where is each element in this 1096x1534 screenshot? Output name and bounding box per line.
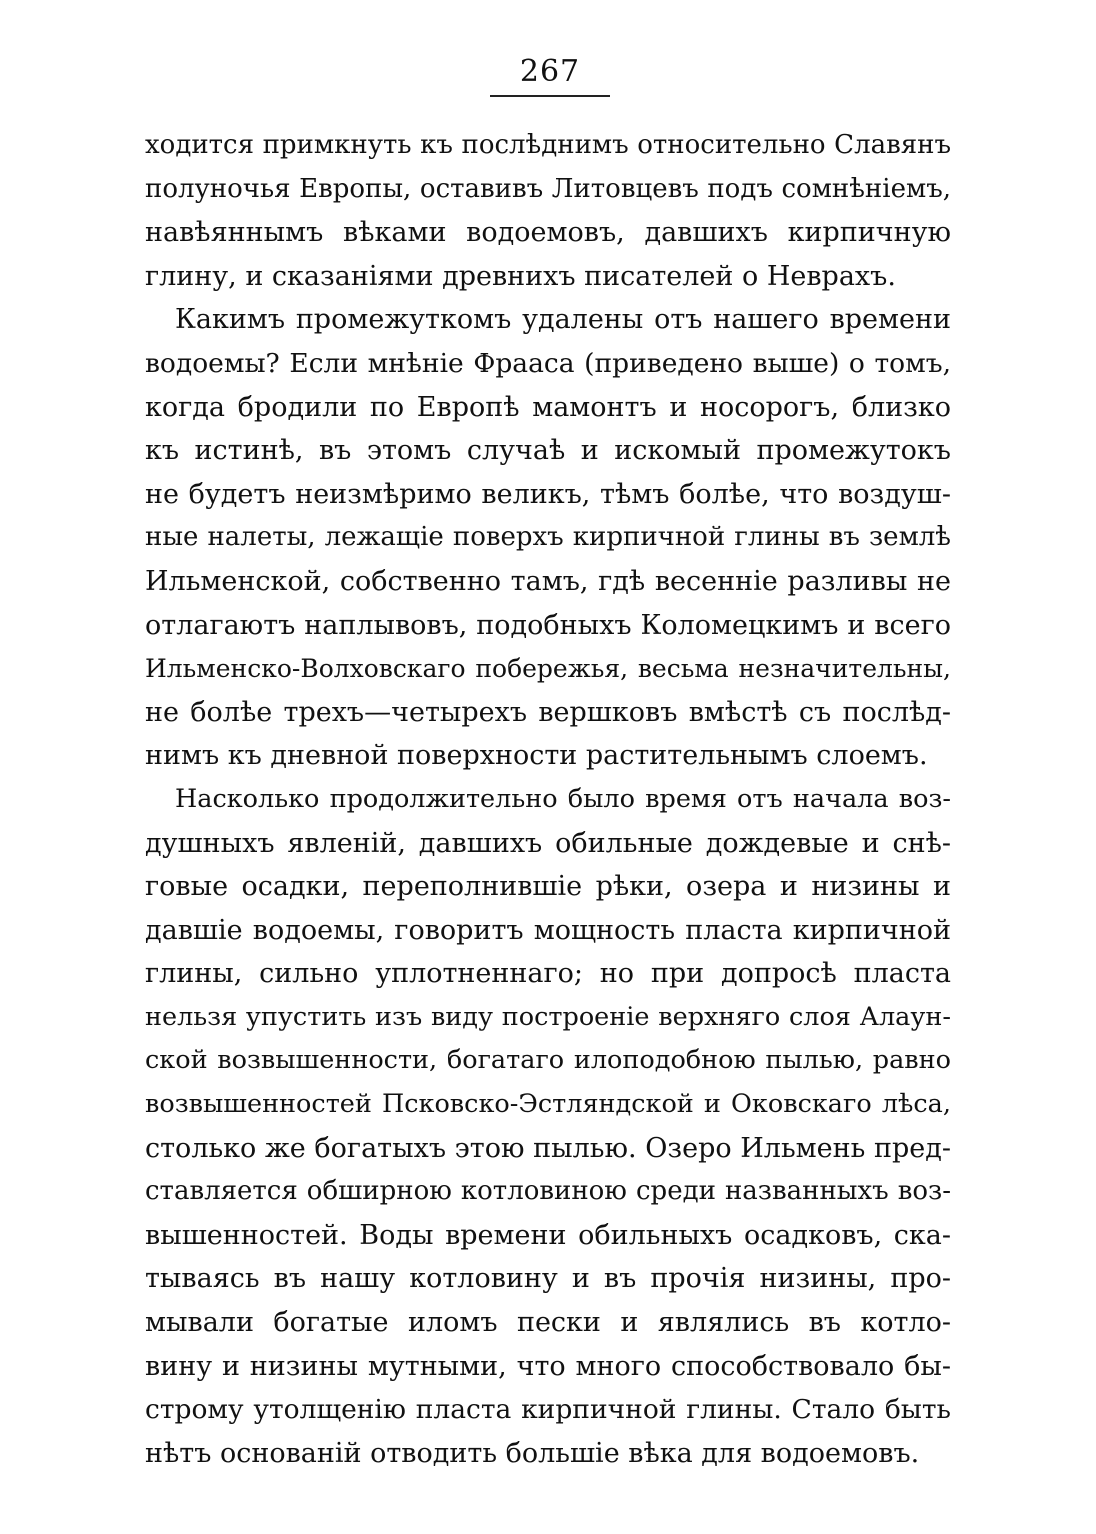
- text-line: ставляется обширною котловиною среди названныхъ воз-: [145, 1176, 951, 1207]
- text-line: говые осадки, переполнившіе рѣки, озера и низины и: [145, 871, 951, 903]
- text-line: ходится примкнуть къ послѣднимъ относительно Славянъ: [145, 130, 951, 160]
- text-line: глины, сильно уплотненнаго; но при допросѣ пласта: [145, 958, 951, 990]
- text-line: Насколько продолжительно было время отъ начала воз-: [175, 783, 951, 814]
- text-line: ской возвышенности, богатаго илоподобною пылью, равно: [145, 1045, 951, 1076]
- text-line: нимъ къ дневной поверхности растительнымъ слоемъ.: [145, 740, 928, 772]
- text-line: душныхъ явленій, давшихъ обильные дождевые и снѣ-: [145, 827, 951, 859]
- text-line: возвышенностей Псковско-Эстляндской и Оковскаго лѣса,: [145, 1089, 951, 1120]
- text-line: вышенностей. Воды времени обильныхъ осадковъ, ска-: [145, 1219, 951, 1251]
- text-line: столько же богатыхъ этою пылью. Озеро Ильмень пред-: [145, 1132, 951, 1164]
- text-line: Ильменско-Волховскаго побережья, весьма незначительны,: [145, 654, 951, 684]
- text-line: водоемы? Если мнѣніе Фрааса (приведено выше) о томъ,: [145, 347, 951, 379]
- text-line: Ильменской, собственно тамъ, гдѣ весенніе разливы не: [145, 565, 951, 597]
- body-text: [145, 124, 951, 1475]
- text-line: не болѣе трехъ—четырехъ вершковъ вмѣстѣ съ послѣд-: [145, 696, 951, 728]
- text-line: не будетъ неизмѣримо великъ, тѣмъ болѣе, что воздуш-: [145, 478, 951, 510]
- page-number-rule: [490, 95, 610, 97]
- page-number: 267: [519, 54, 581, 89]
- text-line: ные налеты, лежащіе поверхъ кирпичной глины въ землѣ: [145, 522, 951, 553]
- text-line: мывали богатые иломъ пески и являлись въ котло-: [145, 1307, 951, 1339]
- text-line: нельзя упустить изъ виду построеніе верхняго слоя Алаун-: [145, 1001, 951, 1032]
- text-line: къ истинѣ, въ этомъ случаѣ и искомый промежутокъ: [145, 435, 951, 467]
- text-line: тываясь въ нашу котловину и въ прочія низины, про-: [145, 1263, 951, 1295]
- text-line: полуночья Европы, оставивъ Литовцевъ подъ сомнѣніемъ,: [145, 173, 951, 204]
- text-line: вину и низины мутными, что много способствовало бы-: [145, 1350, 951, 1382]
- text-line: нѣтъ основаній отводить большіе вѣка для водоемовъ.: [145, 1437, 920, 1469]
- text-line: когда бродили по Европѣ мамонтъ и носорогъ, близко: [145, 391, 951, 423]
- text-line: Какимъ промежуткомъ удалены отъ нашего времени: [175, 304, 951, 336]
- text-line: давшіе водоемы, говоритъ мощность пласта кирпичной: [145, 914, 951, 946]
- text-line: навѣяннымъ вѣками водоемовъ, давшихъ кирпичную: [145, 217, 951, 249]
- text-line: глину, и сказаніями древнихъ писателей о Неврахъ.: [145, 260, 896, 292]
- text-line: отлагаютъ наплывовъ, подобныхъ Коломецкимъ и всего: [145, 609, 951, 641]
- text-line: строму утолщенію пласта кирпичной глины. Стало быть: [145, 1394, 951, 1426]
